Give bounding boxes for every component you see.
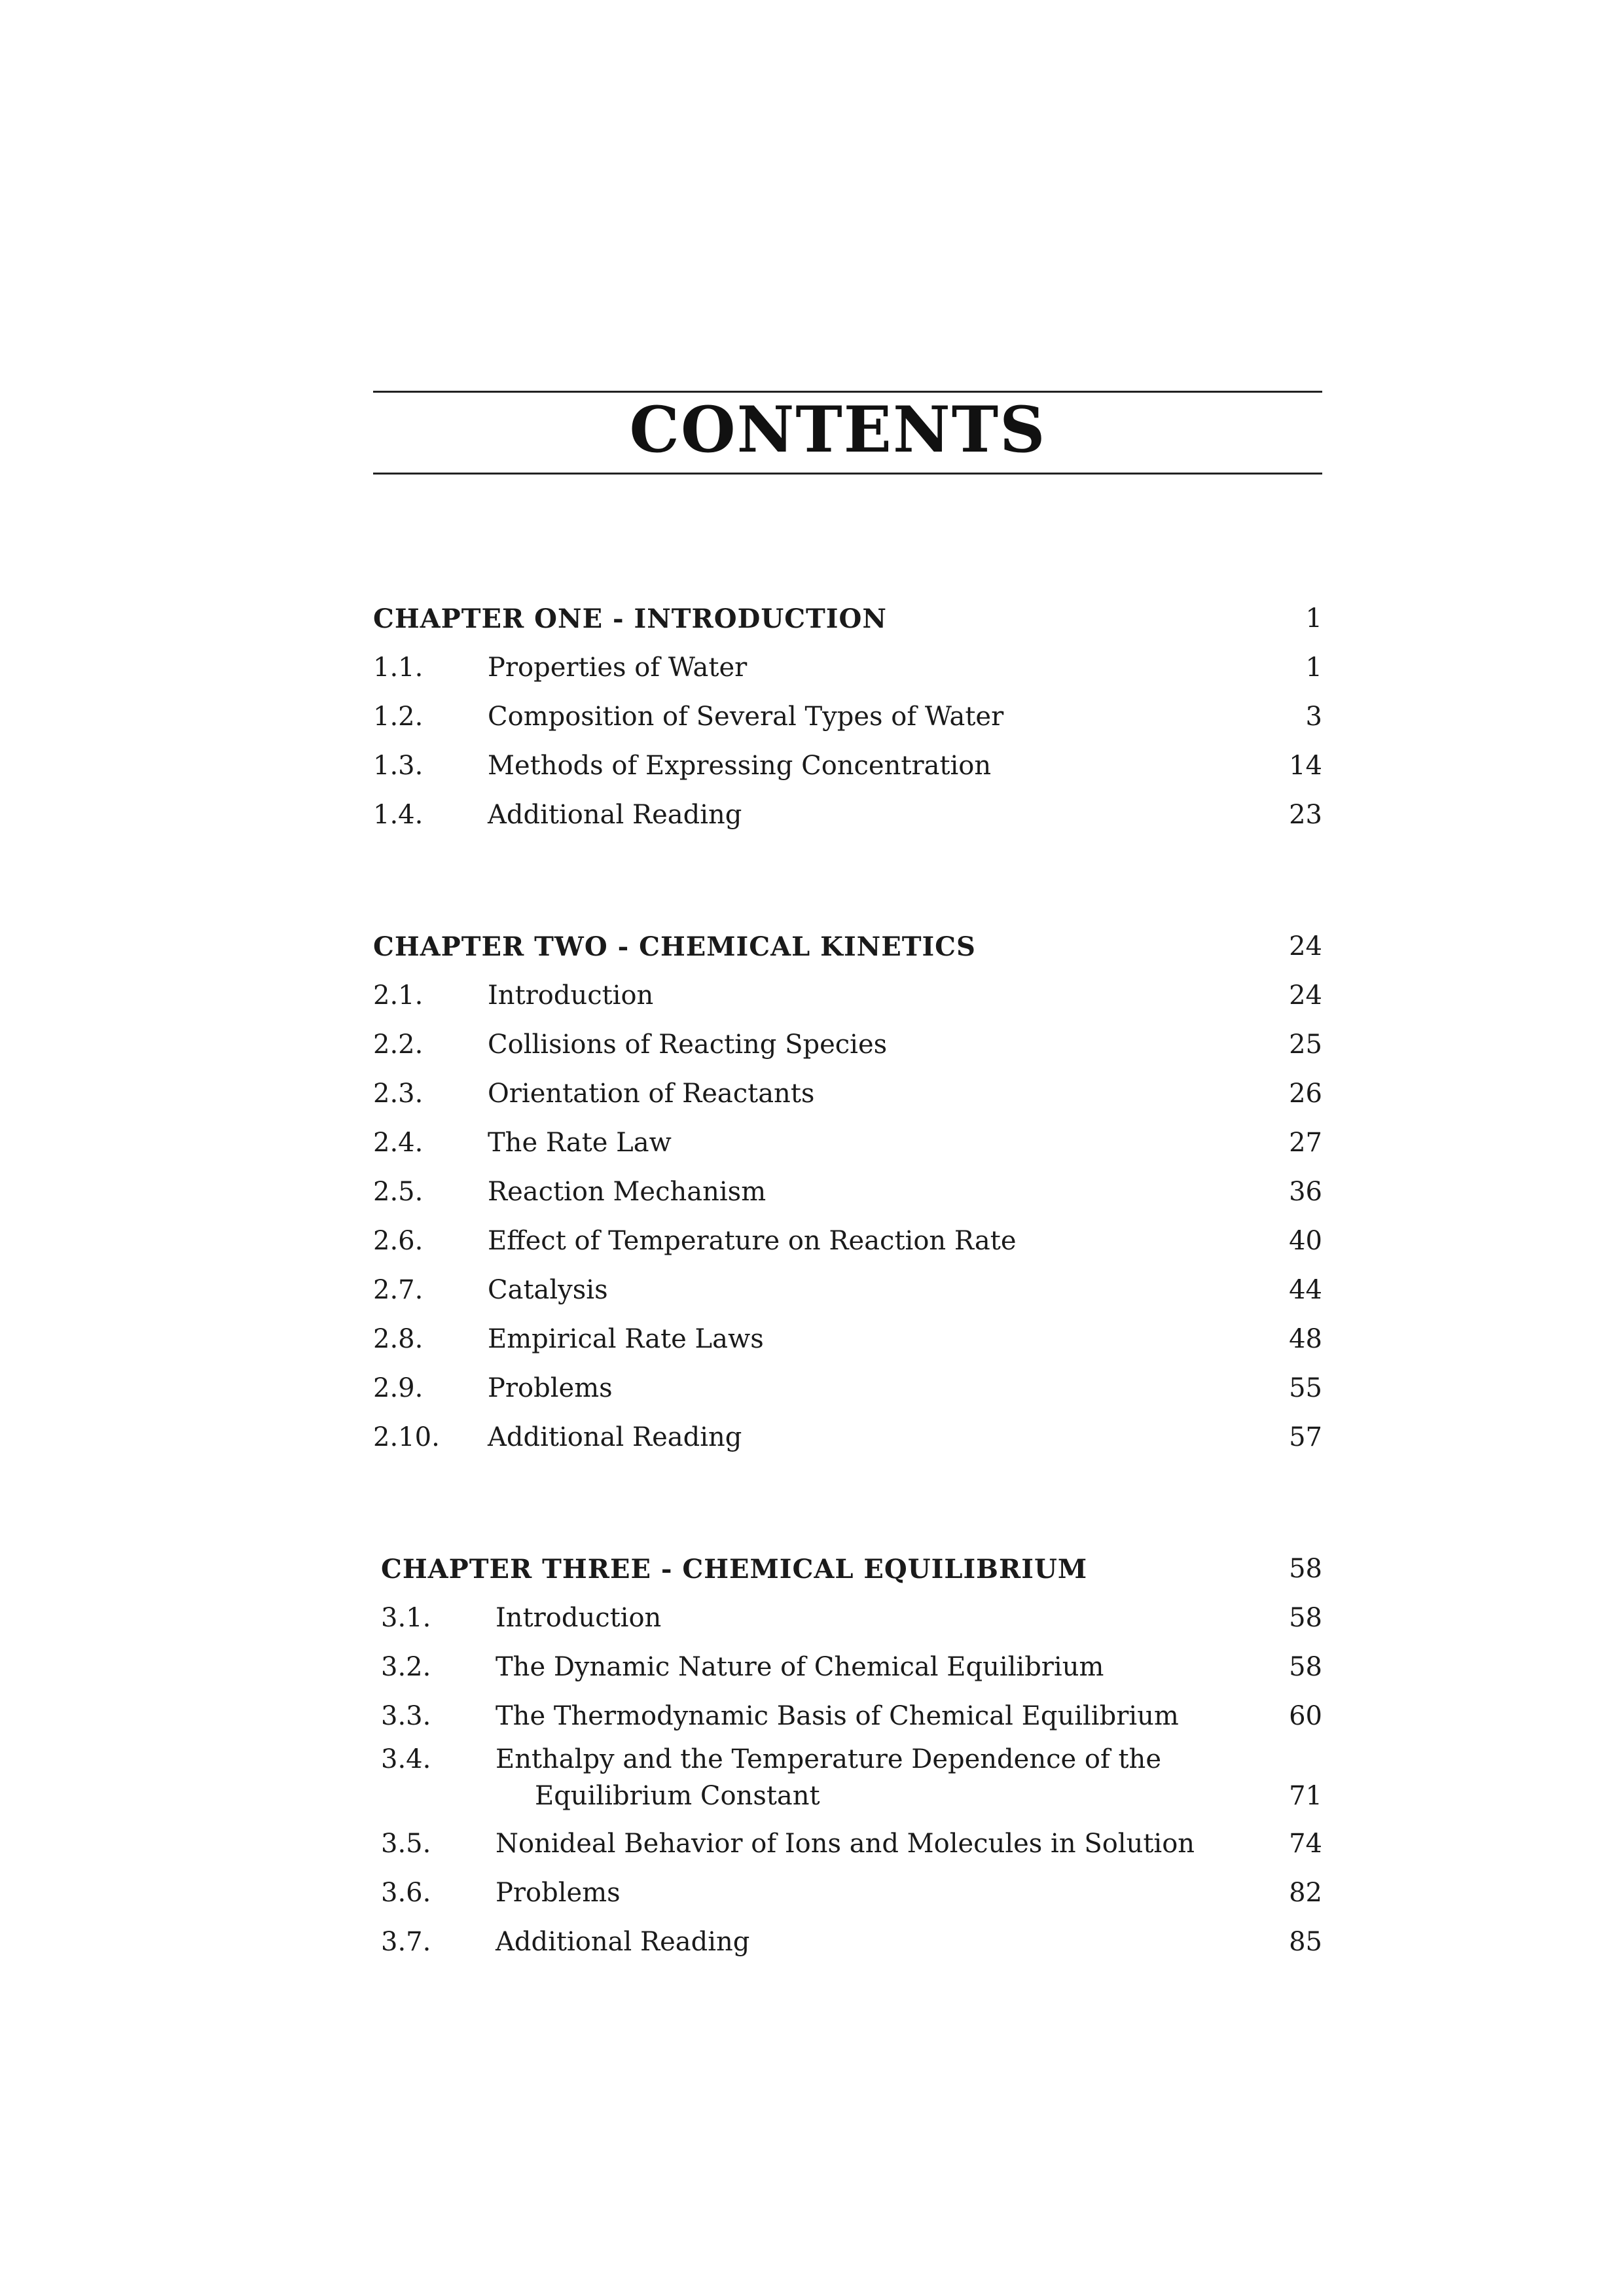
toc-entry [373,742,1335,791]
section-number: 2.7. [373,1275,424,1305]
page-number: 74 [1289,1829,1322,1859]
section-number: 3.4. [381,1744,431,1774]
chapter-heading-row [373,922,1335,971]
toc-entry [381,1692,1335,1741]
toc-entry [373,1020,1335,1069]
section-number: 2.8. [373,1324,424,1354]
page-number: 24 [1289,980,1322,1011]
toc-entry [381,1741,1335,1820]
page-number: 71 [1289,1781,1322,1811]
page-number: 26 [1289,1079,1322,1109]
page-number: 57 [1289,1422,1322,1452]
section-number: 3.6. [381,1878,431,1908]
chapter-two [373,922,1335,1462]
section-number: 2.2. [373,1030,424,1060]
section-title: Introduction [496,1603,662,1633]
page-number: 58 [1289,1554,1322,1584]
section-number: 2.10. [373,1422,440,1452]
section-title: Methods of Expressing Concentration [488,751,992,781]
section-title: The Thermodynamic Basis of Chemical Equilibrium [496,1701,1179,1731]
toc-entry [381,1820,1335,1869]
toc-entry [373,1266,1335,1315]
chapter-heading-row [381,1545,1335,1594]
bottom-rule [373,473,1322,475]
chapter-three [381,1545,1335,1967]
section-number: 2.6. [373,1226,424,1256]
toc-entry [381,1918,1335,1967]
section-title: Problems [496,1878,621,1908]
section-title: Orientation of Reactants [488,1079,815,1109]
toc-entry [373,971,1335,1020]
section-number: 3.1. [381,1603,431,1633]
chapter-spacer [373,1462,1335,1545]
page-number: 36 [1289,1177,1322,1207]
section-title: Additional Reading [488,800,742,830]
page-number: 40 [1289,1226,1322,1256]
page-number: 3 [1305,702,1322,732]
toc-entry [373,1413,1335,1462]
chapter-title: CHAPTER TWO - CHEMICAL KINETICS [373,931,976,962]
page-number: 60 [1289,1701,1322,1731]
section-number: 2.4. [373,1128,424,1158]
page-number: 23 [1289,800,1322,830]
section-title: The Dynamic Nature of Chemical Equilibrium [496,1652,1104,1682]
toc-entry [381,1643,1335,1692]
page-number: 25 [1289,1030,1322,1060]
page-number: 48 [1289,1324,1322,1354]
section-title: Effect of Temperature on Reaction Rate [488,1226,1017,1256]
toc-entry [373,643,1335,692]
section-number: 3.7. [381,1927,431,1957]
chapter-title: CHAPTER THREE - CHEMICAL EQUILIBRIUM [381,1554,1088,1585]
section-title: Catalysis [488,1275,608,1305]
section-title-line-1: Enthalpy and the Temperature Dependence of the [496,1744,1161,1774]
section-number: 1.2. [373,702,424,732]
toc-entry [373,1315,1335,1364]
page-title: CONTENTS [629,393,1047,467]
toc-entry [373,791,1335,840]
page-number: 85 [1289,1927,1322,1957]
section-title: Nonideal Behavior of Ions and Molecules in Solution [496,1829,1195,1859]
section-number: 1.1. [373,653,424,683]
toc-entry [381,1869,1335,1918]
page-number: 44 [1289,1275,1322,1305]
toc-entry [373,1217,1335,1266]
page-number: 58 [1289,1603,1322,1633]
section-title: Problems [488,1373,613,1403]
toc-entry [373,692,1335,742]
section-title-line-2: Equilibrium Constant [535,1781,820,1811]
section-number: 3.5. [381,1829,431,1859]
section-number: 2.9. [373,1373,424,1403]
page-number: 82 [1289,1878,1322,1908]
section-title: Reaction Mechanism [488,1177,767,1207]
section-title: The Rate Law [488,1128,672,1158]
section-number: 3.2. [381,1652,431,1682]
page-number: 1 [1305,603,1322,634]
section-title: Collisions of Reacting Species [488,1030,888,1060]
toc-entry [373,1069,1335,1119]
section-number: 2.3. [373,1079,424,1109]
page-number: 14 [1289,751,1322,781]
page-number: 55 [1289,1373,1322,1403]
section-number: 3.3. [381,1701,431,1731]
section-number: 2.1. [373,980,424,1011]
page-number: 1 [1305,653,1322,683]
page-number: 27 [1289,1128,1322,1158]
chapter-one [373,594,1335,840]
chapter-heading-row [373,594,1335,643]
table-of-contents [373,594,1335,1967]
section-title: Composition of Several Types of Water [488,702,1004,732]
section-number: 1.3. [373,751,424,781]
section-title: Introduction [488,980,654,1011]
section-number: 2.5. [373,1177,424,1207]
chapter-spacer [373,840,1335,922]
page-number: 58 [1289,1652,1322,1682]
section-title [496,1741,1202,1814]
section-title: Additional Reading [488,1422,742,1452]
section-title: Additional Reading [496,1927,750,1957]
toc-entry [373,1364,1335,1413]
chapter-title: CHAPTER ONE - INTRODUCTION [373,603,887,634]
section-number: 1.4. [373,800,424,830]
toc-entry [373,1168,1335,1217]
page-number: 24 [1289,931,1322,961]
toc-entry [373,1119,1335,1168]
section-title: Properties of Water [488,653,748,683]
section-title: Empirical Rate Laws [488,1324,764,1354]
toc-entry [381,1594,1335,1643]
